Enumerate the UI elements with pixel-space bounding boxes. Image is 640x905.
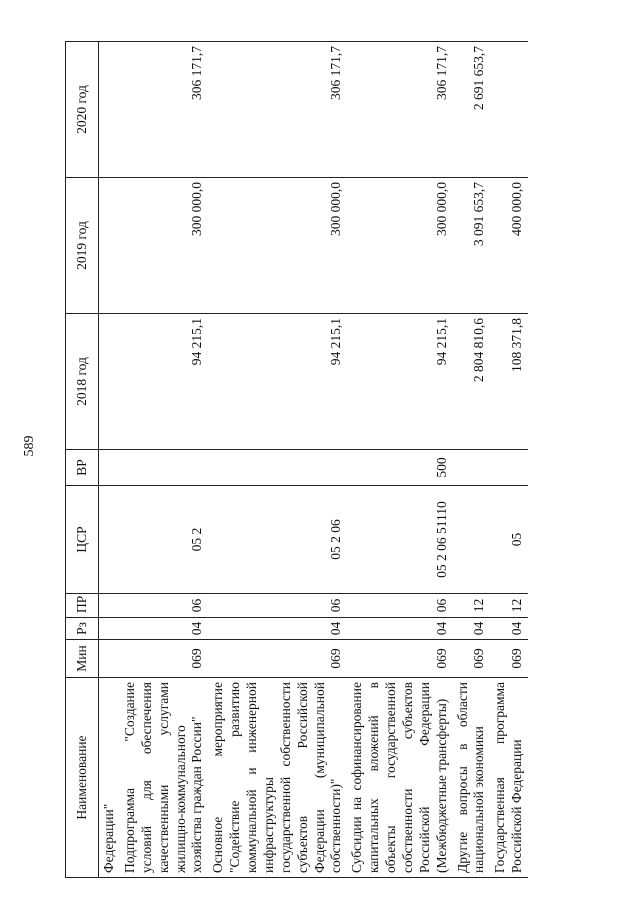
row-vr bbox=[453, 450, 491, 486]
row-2020: 306 171,7 bbox=[208, 42, 347, 178]
table-row bbox=[120, 42, 208, 878]
row-2020: 306 171,7 bbox=[120, 42, 208, 178]
row-pr: 06 bbox=[347, 594, 452, 618]
row-min: 069 bbox=[490, 640, 528, 678]
row-2018 bbox=[99, 314, 120, 450]
header-2019: 2019 год bbox=[66, 178, 99, 314]
header-rz: Рз bbox=[66, 618, 99, 640]
row-vr bbox=[208, 450, 347, 486]
row-rz: 04 bbox=[347, 618, 452, 640]
table-row bbox=[347, 42, 452, 878]
header-name: Наименование bbox=[66, 678, 99, 878]
row-csr bbox=[99, 486, 120, 594]
row-2019: 400 000,0 bbox=[490, 178, 528, 314]
row-csr: 05 2 bbox=[120, 486, 208, 594]
row-pr: 12 bbox=[490, 594, 528, 618]
row-rz: 04 bbox=[453, 618, 491, 640]
row-2018: 94 215,1 bbox=[120, 314, 208, 450]
row-pr: 12 bbox=[453, 594, 491, 618]
header-2018: 2018 год bbox=[66, 314, 99, 450]
header-csr: ЦСР bbox=[66, 486, 99, 594]
row-2019: 300 000,0 bbox=[347, 178, 452, 314]
row-name: Подпрограмма "Создание условий для обеспечения качественными услугами жилищно-коммунального хозяйства граждан России" bbox=[120, 678, 208, 878]
row-2018: 2 804 810,6 bbox=[453, 314, 491, 450]
header-min: Мин bbox=[66, 640, 99, 678]
row-csr: 05 2 06 51110 bbox=[347, 486, 452, 594]
row-min: 069 bbox=[453, 640, 491, 678]
row-2020 bbox=[99, 42, 120, 178]
row-name: Федерации" bbox=[99, 678, 120, 878]
row-rz bbox=[99, 618, 120, 640]
row-rz: 04 bbox=[120, 618, 208, 640]
row-min: 069 bbox=[120, 640, 208, 678]
table-row bbox=[490, 42, 528, 878]
row-rz: 04 bbox=[490, 618, 528, 640]
row-min: 069 bbox=[208, 640, 347, 678]
table-row bbox=[453, 42, 491, 878]
header-2020: 2020 год bbox=[66, 42, 99, 178]
row-csr bbox=[453, 486, 491, 594]
page-number: 589 bbox=[22, 435, 37, 457]
row-2020: 2 691 653,7 bbox=[453, 42, 491, 178]
row-min: 069 bbox=[347, 640, 452, 678]
row-pr: 06 bbox=[208, 594, 347, 618]
row-2018: 94 215,1 bbox=[347, 314, 452, 450]
row-2018: 94 215,1 bbox=[208, 314, 347, 450]
row-vr bbox=[120, 450, 208, 486]
row-name: Государственная программа Российской Федерации bbox=[490, 678, 528, 878]
row-2018: 108 371,8 bbox=[490, 314, 528, 450]
row-vr bbox=[490, 450, 528, 486]
row-2019: 3 091 653,7 bbox=[453, 178, 491, 314]
row-2020: 306 171,7 bbox=[347, 42, 452, 178]
row-vr bbox=[99, 450, 120, 486]
row-rz: 04 bbox=[208, 618, 347, 640]
row-pr: 06 bbox=[120, 594, 208, 618]
row-pr bbox=[99, 594, 120, 618]
row-2019: 300 000,0 bbox=[208, 178, 347, 314]
row-min bbox=[99, 640, 120, 678]
table-header-row bbox=[66, 42, 99, 878]
row-csr: 05 2 06 bbox=[208, 486, 347, 594]
row-2019 bbox=[99, 178, 120, 314]
row-name: Другие вопросы в области национальной экономики bbox=[453, 678, 491, 878]
row-csr: 05 bbox=[490, 486, 528, 594]
row-2019: 300 000,0 bbox=[120, 178, 208, 314]
table-row bbox=[99, 42, 120, 878]
row-name: Субсидии на софинансирование капитальных вложений в объекты государственной собственности субъектов Российской Федерации (Межбюджетные трансферты) bbox=[347, 678, 452, 878]
row-name: Основное мероприятие "Содействие развитию коммунальной и инженерной инфраструктуры государственной собственности субъектов Российской Федерации (муниципальной собственности)" bbox=[208, 678, 347, 878]
budget-table bbox=[65, 41, 528, 878]
budget-table-frame bbox=[65, 41, 570, 878]
header-pr: ПР bbox=[66, 594, 99, 618]
header-vr: ВР bbox=[66, 450, 99, 486]
row-2020 bbox=[490, 42, 528, 178]
table-row bbox=[208, 42, 347, 878]
row-vr: 500 bbox=[347, 450, 452, 486]
